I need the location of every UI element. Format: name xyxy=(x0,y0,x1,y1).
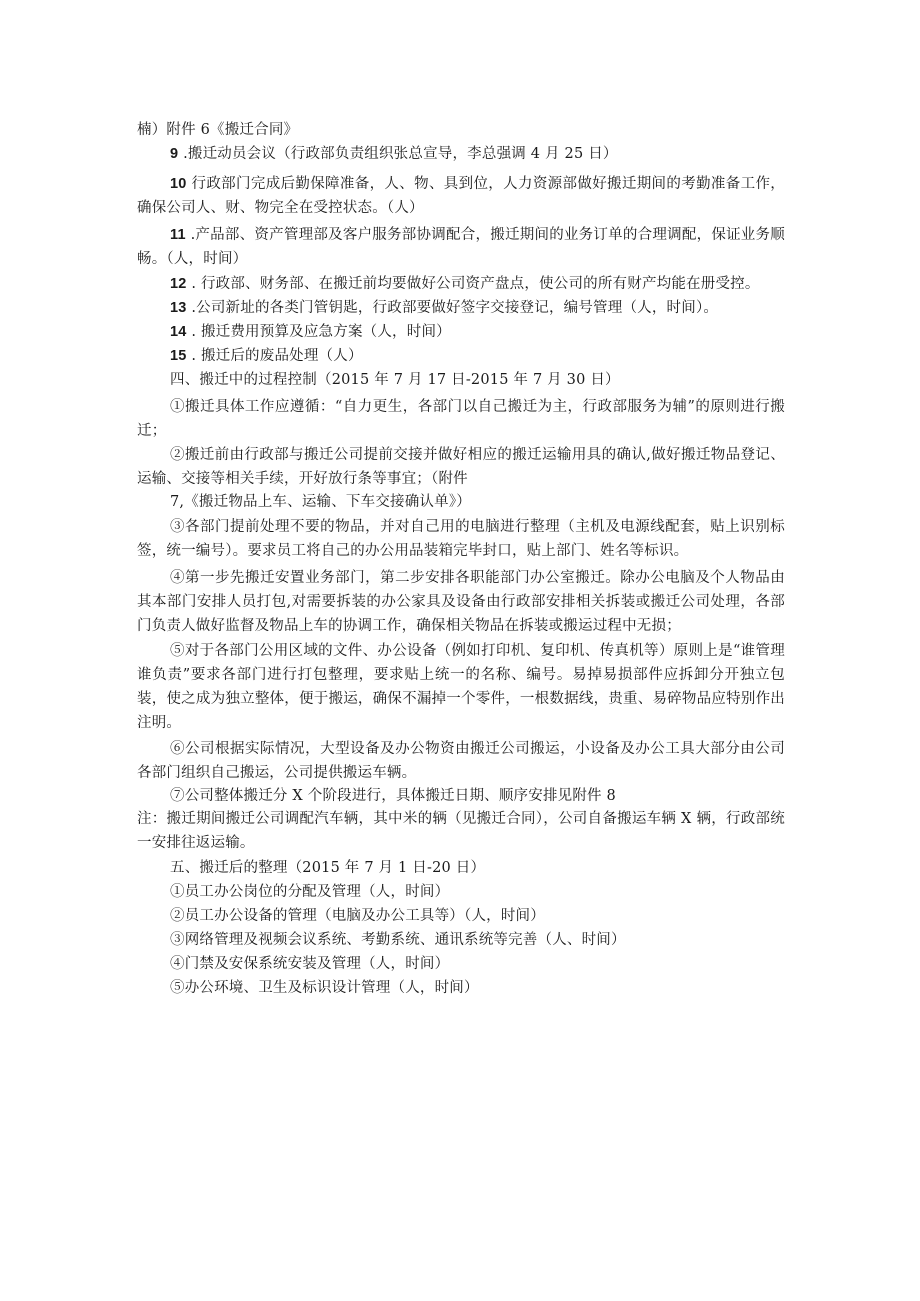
line-attachment-6: 楠）附件 6《搬迁合同》 xyxy=(137,122,299,138)
item-text: . 搬迁后的废品处理（人） xyxy=(186,348,363,364)
line-attachment-7: 7,《搬迁物品上车、运输、下车交接确认单》） xyxy=(170,494,471,510)
list-item-3: ③网络管理及视频会议系统、考勤系统、通讯系统等完善（人、时间） xyxy=(170,932,626,948)
item-10 xyxy=(137,172,785,220)
section-heading-4: 四、搬迁中的过程控制（2015 年 7 月 17 日-2015 年 7 月 30 日） xyxy=(170,372,620,388)
item-text: .搬迁动员会议（行政部负责组织张总宣导，李总强调 4 月 25 日） xyxy=(178,146,618,162)
paragraph-step-2: ②搬迁前由行政部与搬迁公司提前交接并做好相应的搬迁运输用具的确认,做好搬迁物品登记、运输、交接等相关手续，开好放行条等事宜；（附件 xyxy=(137,447,785,487)
item-text: 行政部门完成后勤保障准备，人、物、具到位，人力资源部做好搬迁期间的考勤准备工作，确保公司人、财、物完全在受控状态。（人） xyxy=(137,176,785,216)
paragraph-note: 注：搬迁期间搬迁公司调配汽车辆，其中米的辆（见搬迁合同），公司自备搬运车辆 X 辆，行政部统一安排往返运输。 xyxy=(137,811,785,851)
list-item-4: ④门禁及安保系统安装及管理（人，时间） xyxy=(170,956,450,972)
item-number: 12 xyxy=(170,276,187,292)
item-number: 14 xyxy=(170,324,187,340)
item-text: .产品部、资产管理部及客户服务部协调配合，搬迁期间的业务订单的合理调配，保证业务顺畅。（人，时间） xyxy=(137,227,785,267)
list-item-1: ①员工办公岗位的分配及管理（人，时间） xyxy=(170,884,450,900)
paragraph-step-5: ⑤对于各部门公用区域的文件、办公设备（例如打印机、复印机、传真机等）原则上是“谁管理谁负责”要求各部门进行打包整理，要求贴上统一的名称、编号。易掉易损部件应拆卸分开独立包装，使之成为独立整体，便于搬运，确保不漏掉一个零件，一根数据线，贵重、易碎物品应特别作出注明。 xyxy=(137,643,785,731)
item-number: 11 xyxy=(170,227,186,243)
item-text: . 行政部、财务部、在搬迁前均要做好公司资产盘点，使公司的所有财产均能在册受控。 xyxy=(186,276,760,292)
paragraph-step-6: ⑥公司根据实际情况，大型设备及办公物资由搬迁公司搬运，小设备及办公工具大部分由公司各部门组织自己搬运，公司提供搬运车辆。 xyxy=(137,741,785,781)
item-number: 15 xyxy=(170,348,187,364)
paragraph-step-1: ①搬迁具体工作应遵循：“自力更生，各部门以自己搬迁为主，行政部服务为辅”的原则进行搬迁； xyxy=(137,399,785,439)
item-number: 9 xyxy=(170,146,179,162)
item-13 xyxy=(170,298,718,318)
paragraph-step-3: ③各部门提前处理不要的物品，并对自己用的电脑进行整理（主机及电源线配套，贴上识别标签，统一编号）。要求员工将自己的办公用品装箱完毕封口，贴上部门、姓名等标识。 xyxy=(137,519,785,559)
item-11 xyxy=(137,223,785,271)
item-14 xyxy=(170,322,451,342)
list-item-2: ②员工办公设备的管理（电脑及办公工具等）（人，时间） xyxy=(170,908,545,924)
item-number: 10 xyxy=(170,176,187,192)
item-9 xyxy=(170,144,618,164)
item-text: . 搬迁费用预算及应急方案（人，时间） xyxy=(186,324,451,340)
paragraph-step-4: ④第一步先搬迁安置业务部门，第二步安排各职能部门办公室搬迁。除办公电脑及个人物品由其本部门安排人员打包,对需要拆装的办公家具及设备由行政部安排相关拆装或搬迁公司处理，各部门负责人做好监督及物品上车的协调工作，确保相关物品在拆装或搬运过程中无损； xyxy=(137,570,785,634)
item-number: 13 xyxy=(170,300,187,316)
line-step-7: ⑦公司整体搬迁分 X 个阶段进行，具体搬迁日期、顺序安排见附件 8 xyxy=(170,788,616,804)
item-12 xyxy=(170,274,760,294)
item-text: .公司新址的各类门管钥匙，行政部要做好签字交接登记，编号管理（人，时间）。 xyxy=(186,300,719,316)
item-15 xyxy=(170,346,363,366)
list-item-5: ⑤办公环境、卫生及标识设计管理（人，时间） xyxy=(170,980,479,996)
section-heading-5: 五、搬迁后的整理（2015 年 7 月 1 日-20 日） xyxy=(170,860,486,876)
